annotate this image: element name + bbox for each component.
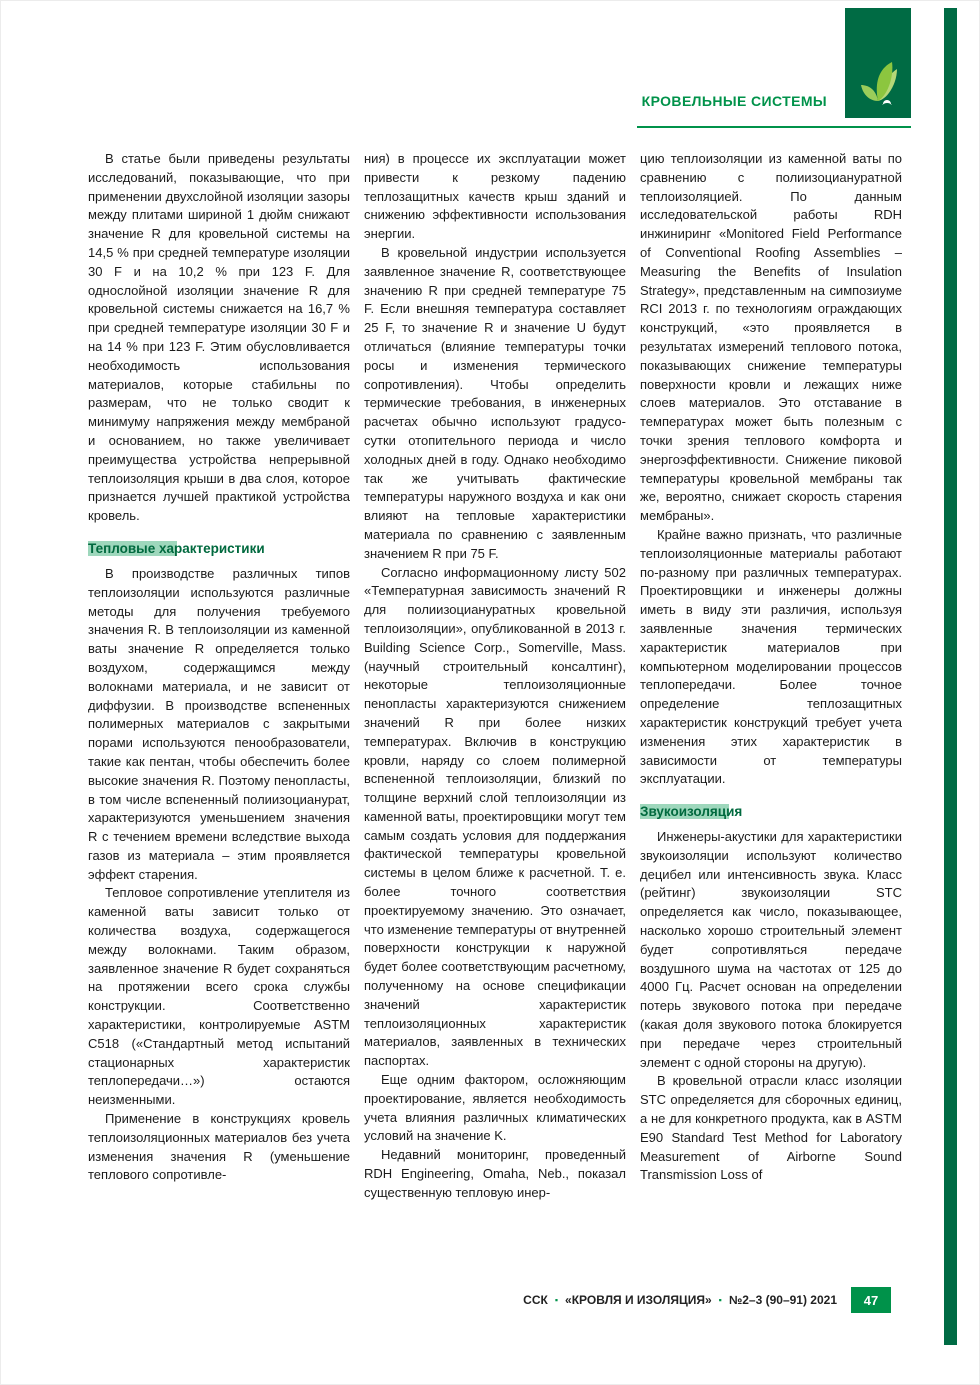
paragraph: В кровельной отрасли класс изоляции STC определяется для сборочных единиц, а не для конкретного продукта, как в ASTM E90 Standard Test Method for Laboratory Measurement of Airborne Sound Transmission Loss of <box>640 1073 902 1183</box>
paragraph: цию теплоизоляции из каменной ваты по сравнению с полиизоциануратной теплоизоляцией. По данным исследовательской работы RDH инжиниринг «Monitored Field Performance of Conventional Roofing Assemblies – Measuring the Benefits of Insulation Strategy», представленным на симпозиуме RCI 2013 г. по технологиям ограждающих конструкций, «это проявляется в результатах измерений теплового потока, показывающих снижение температуры поверхности кровли и лежащих ниже слоев материалов. Это отставание в температурах может быть полезным с точки зрения теплового комфорта и энергоэффективности. Снижение пиковой температуры кровельной мембраны так же, вероятно, снижает скорость старения мембраны». <box>640 151 902 524</box>
right-edge-accent-bar <box>944 8 957 1345</box>
text-column-3 <box>640 150 902 1276</box>
footer-publisher: ССК <box>523 1293 548 1307</box>
section-heading-text: Тепловые характеристики <box>88 540 265 556</box>
header-section-title: КРОВЕЛЬНЫЕ СИСТЕМЫ <box>641 93 827 109</box>
paragraph: Применение в конструкциях кровель теплоизоляционных материалов без учета изменения значения R (уменьшение теплового сопротивле- <box>88 1111 350 1183</box>
paragraph: В кровельной индустрии используется заявленное значение R, соответствующее значению R при средней температуре 75 F. Если внешняя температура составляет 25 F, то значение R и значение U будут отличаться (влияние температуры точки росы и изменения термического сопротивления). Чтобы определить термические требования, в инженерных расчетах обычно используют градусо-сутки отопительного периода и число холодных дней в году. Однако необходимо так же учитывать фактические температуры наружного воздуха и как они влияют на тепловые характеристики материала по сравнению с заявленным значением R при 75 F. <box>364 244 626 561</box>
footer-journal-info <box>523 1293 837 1307</box>
article-body <box>88 150 912 1276</box>
paragraph: Согласно информационному листу 502 «Температурная зависимость значений R для полиизоциануратных кровельной теплоизоляции», опубликованной в 2013 г. Building Science Corp., Somerville, Mass. (научный строительный консалтинг), некоторые теплоизоляционные пенопласты характеризуются снижением значений R при более низких температурах. Включив в конструкцию кровли, наряду со слоем полимерной вспененной теплоизоляции, близкий по толщине верхний слой теплоизоляции из каменной ваты, проектировщики могут тем самым создать условия для поддержания фактической температуры кровельной системы в целом ближе к расчетной. Т. е. более точного соответствия проектируемому значению. Это означает, что изменение температуры от внутренней поверхности конструкции к наружной будет более соответствующим расчетному, полученному на основе спецификации значений характеристик теплоизоляционных характеристик материалов, заявленных в технических паспортах. <box>364 564 626 1069</box>
footer-bullet-icon: ▪ <box>554 1294 559 1305</box>
section-heading-text: Звукоизоляция <box>640 804 743 820</box>
section-heading-sound <box>640 804 902 819</box>
publisher-logo <box>845 8 911 118</box>
section-heading-thermal <box>88 541 350 556</box>
text-column-1 <box>88 150 350 1276</box>
header-rule <box>637 126 911 128</box>
publisher-logo-leaf-icon <box>857 59 899 110</box>
paragraph: Крайне важно признать, что различные теплоизоляционные материалы работают по-разному при различных температурах. Проектировщики и инженеры должны иметь в виду эти различия, используя заявленные значения термических характеристик материалов при компьютерном моделировании процессов теплопередачи. Более точное определение теплозащитных характеристик конструкций требует учета изменения этих характеристик в зависимости от температуры эксплуатации. <box>640 526 902 787</box>
page-footer <box>88 1287 891 1313</box>
paragraph: В статье были приведены результаты исследований, показывающие, что при применении двухслойной изоляции зазоры между плитами шириной 1 дюйм снижают значение R для кровельной системы на 14,5 % при средней температуре изоляции 30 F и на 10,2 % при 123 F. Для однослойной изоляции значение R для кровельной системы снижается на 16,7 % при средней температуре изоляции 30 F и на 14 % при 123 F. Этим обусловливается необходимость использования материалов, которые стабильны по размерам, что не только сводит к минимуму напряжения между мембраной и основанием, но также увеличивает преимущества устройства непрерывной теплоизоляция крыши в два слоя, которое признается лучшей практикой устройства кровель. <box>88 151 350 524</box>
paragraph: ния) в процессе их эксплуатации может привести к резкому падению теплозащитных качеств крыш зданий и снижению эффективности использования энергии. <box>364 151 626 242</box>
footer-issue: №2–3 (90–91) 2021 <box>728 1293 837 1307</box>
footer-journal-title: «КРОВЛЯ И ИЗОЛЯЦИЯ» <box>565 1293 712 1307</box>
paragraph: Недавний мониторинг, проведенный RDH Engineering, Omaha, Neb., показал существенную тепловую инер- <box>364 1147 626 1200</box>
paragraph: В производстве различных типов теплоизоляции используются различные методы для получения требуемого значения R. В теплоизоляции из каменной ваты значение R определяется только воздухом, содержащимся между волокнами материала, и не зависит от диффузии. В производстве вспененных полимерных материалов с закрытыми порами используются пенообразователи, такие как пентан, чтобы обеспечить более высокие значения R. Поэтому пенопласты, в том числе вспененный полиизоцианурат, характеризуются уменьшением значения R с течением времени вследствие выхода газов из материала – этим проявляется эффект старения. <box>88 565 350 882</box>
paragraph: Еще одним фактором, осложняющим проектирование, является необходимость учета влияния различных климатических условий на значение K. <box>364 1072 626 1144</box>
text-column-2 <box>364 150 626 1276</box>
footer-bullet-icon: ▪ <box>718 1294 722 1305</box>
page-number-badge: 47 <box>851 1287 891 1313</box>
paragraph: Инженеры-акустики для характеристики звукоизоляции используют количество децибел или интенсивность звука. Класс (рейтинг) звукоизоляции STC определяется как число, показывающее, насколько хорошо строительный элемент будет сопротивляться передаче воздушного шума на частотах от 125 до 4000 Гц. Расчет основан на определении потерь звукового потока при передаче (какая доля звукового потока блокируется при передаче через строительный элемент с одной стороны на другую). <box>640 829 902 1070</box>
paragraph: Тепловое сопротивление утеплителя из каменной ваты зависит только от количества воздуха, содержащегося между волокнами. Таким образом, заявленное значение R будет сохраняться на протяжении всего срока службы конструкции. Соответственно характеристики, контролируемые ASTM C518 («Стандартный метод испытаний стационарных характеристик теплопередачи…») остаются неизменными. <box>88 885 350 1108</box>
